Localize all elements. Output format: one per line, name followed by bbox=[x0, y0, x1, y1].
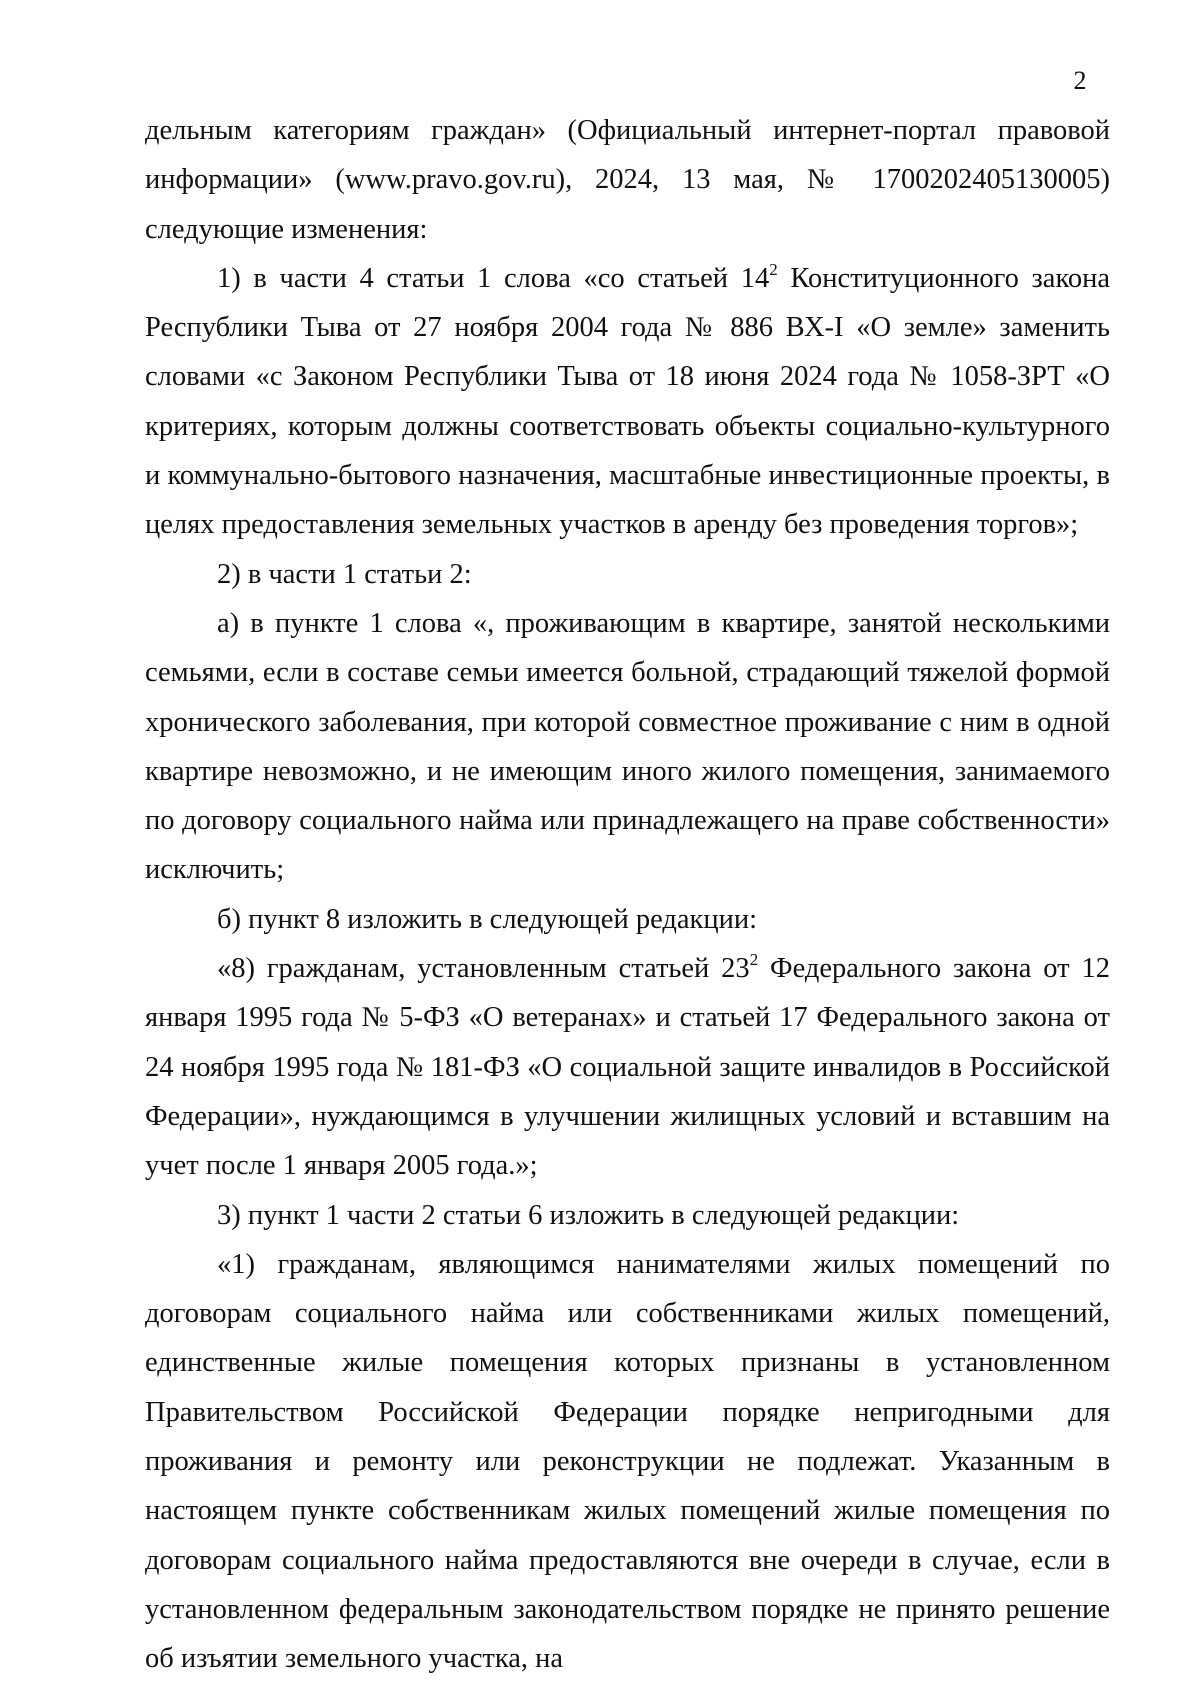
paragraph-quote-8 bbox=[145, 944, 1110, 1190]
paragraph-continuation: дельным категориям граждан» (Официальный интернет-портал правовой информации» (www.pravo.gov.ru), 2024, 13 мая, № 1700202405130005) следующие изменения: bbox=[145, 115, 1110, 245]
paragraph-item-3: 3) пункт 1 части 2 статьи 6 изложить в следующей редакции: bbox=[217, 1199, 960, 1231]
paragraph-quote-1: «1) гражданам, являющимся нанимателями жилых помещений по договорам социального найма или собственниками жилых помещений, единственные жилые помещения которых признаны в установленном Правительством Российской Федерации порядке непригодными для проживания и ремонту или реконструкции не подлежат. Указанным в настоящем пункте собственникам жилых помещений жилые помещения по договорам социального найма предоставляются вне очереди в случае, если в установленном федеральным законодательством порядке не принято решение об изъятии земельного участка, на bbox=[145, 1248, 1110, 1675]
paragraph-text: Федерального закона от 12 января 1995 года № 5-ФЗ «О ветеранах» и статьей 17 Федерального закона от 24 ноября 1995 года № 181-ФЗ «О социальной защите инвалидов в Российской Федерации», нуждающимся в улучшении жилищных условий и вставшим на учет после 1 января 2005 года.»; bbox=[145, 953, 1110, 1182]
page-number: 2 bbox=[1073, 66, 1087, 95]
paragraph-item-2b: б) пункт 8 изложить в следующей редакции: bbox=[217, 903, 758, 935]
paragraph-text: 1) в части 4 статьи 1 слова «со статьей 14 bbox=[217, 262, 770, 294]
paragraph-text: «8) гражданам, установленным статьей 23 bbox=[217, 953, 750, 985]
superscript: 2 bbox=[769, 259, 778, 279]
paragraph-text: Конституционного закона Республики Тыва от 27 ноября 2004 года № 886 ВХ-I «О земле» заменить словами «с Законом Республики Тыва от 18 июня 2024 года № 1058-ЗРТ «О критериях, которым должны соответствовать объекты социально-культурного и коммунально-бытового назначения, масштабные инвестиционные проекты, в целях предоставления земельных участков в аренду без проведения торгов»; bbox=[145, 262, 1110, 541]
paragraph-item-2a: а) в пункте 1 слова «, проживающим в квартире, занятой несколькими семьями, если в составе семьи имеется больной, страдающий тяжелой формой хронического заболевания, при которой совместное проживание с ним в одной квартире невозможно, и не имеющим иного жилого помещения, занимаемого по договору социального найма или принадлежащего на праве собственности» исключить; bbox=[145, 607, 1110, 886]
paragraph-item-2: 2) в части 1 статьи 2: bbox=[217, 558, 472, 590]
document-body bbox=[145, 106, 1110, 1684]
paragraph-item-1 bbox=[145, 254, 1110, 550]
superscript: 2 bbox=[749, 950, 759, 970]
